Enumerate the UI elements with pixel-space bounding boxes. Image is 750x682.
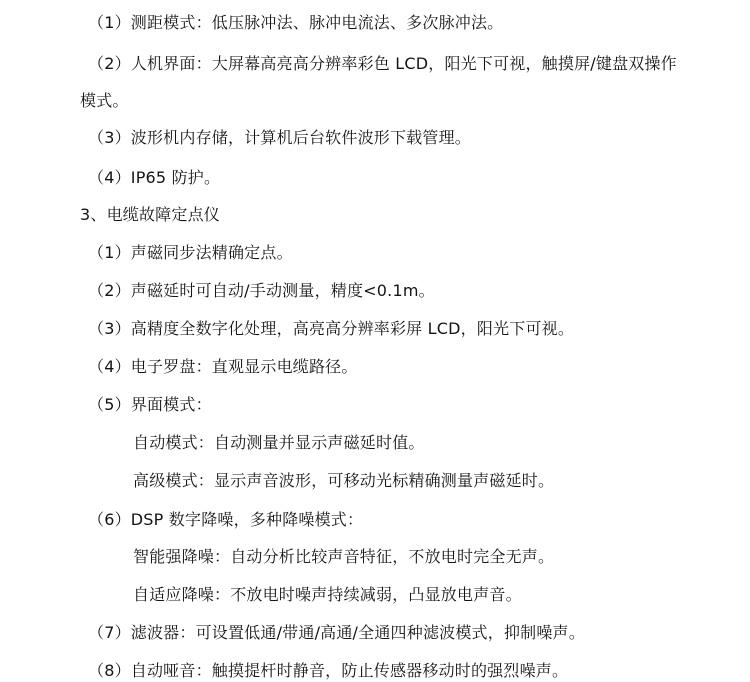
text-line: （6）DSP 数字降噪，多种降噪模式： <box>88 510 364 529</box>
text-line: （4）电子罗盘：直观显示电缆路径。 <box>88 357 358 376</box>
text-line: （2）声磁延时可自动/手动测量，精度<0.1m。 <box>88 281 435 300</box>
section-heading: 3、电缆故障定点仪 <box>80 205 220 224</box>
text-line: （3）波形机内存储，计算机后台软件波形下载管理。 <box>88 128 471 147</box>
text-line-indented: 智能强降噪：自动分析比较声音特征，不放电时完全无声。 <box>133 547 555 566</box>
text-line: （7）滤波器：可设置低通/带通/高通/全通四种滤波模式，抑制噪声。 <box>88 623 585 642</box>
text-line: 模式。 <box>80 91 129 110</box>
text-line: （3）高精度全数字化处理，高亮高分辨率彩屏 LCD，阳光下可视。 <box>88 319 575 338</box>
text-line: （1）测距模式：低压脉冲法、脉冲电流法、多次脉冲法。 <box>88 13 504 32</box>
text-line: （1）声磁同步法精确定点。 <box>88 243 293 262</box>
text-line: （5）界面模式： <box>88 395 212 414</box>
text-line-indented: 自动模式：自动测量并显示声磁延时值。 <box>133 433 425 452</box>
text-line-indented: 高级模式：显示声音波形，可移动光标精确测量声磁延时。 <box>133 471 555 490</box>
text-line: （4）IP65 防护。 <box>88 168 221 187</box>
text-line-cut-off: （8）自动哑音：触摸提杆时静音，防止传感器移动时的强烈噪声。 <box>88 661 569 680</box>
text-line: （2）人机界面：大屏幕高亮高分辨率彩色 LCD，阳光下可视，触摸屏/键盘双操作 <box>88 54 677 73</box>
text-line-indented: 自适应降噪：不放电时噪声持续减弱，凸显放电声音。 <box>133 585 522 604</box>
